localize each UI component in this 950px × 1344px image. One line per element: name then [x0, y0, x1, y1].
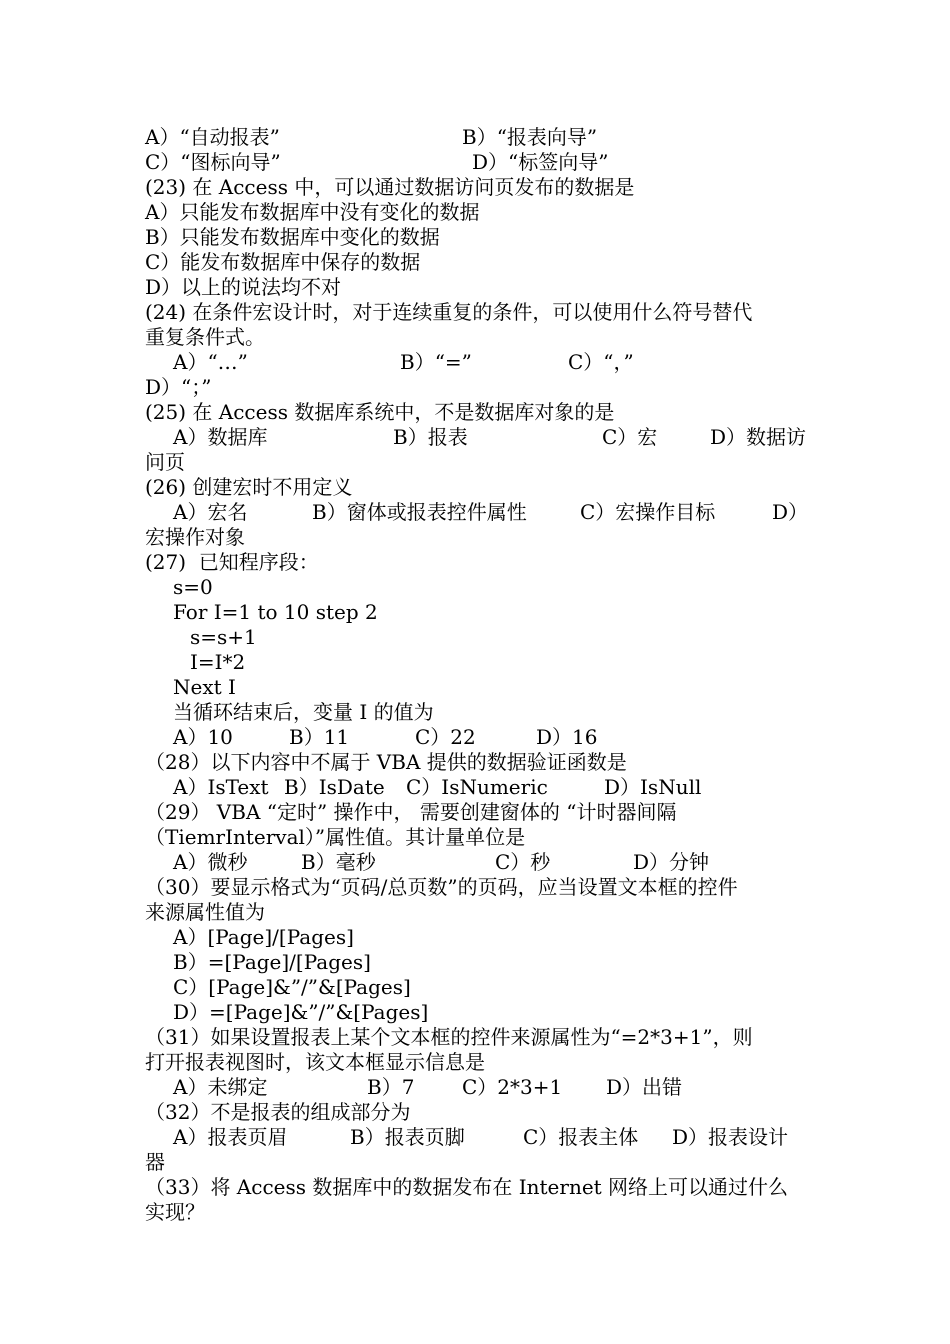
option-text: C）“，”: [568, 350, 634, 374]
question-30-cont: 来源属性值为: [145, 900, 265, 924]
option-text: B）7: [367, 1075, 415, 1099]
option-text: C）宏操作目标: [580, 500, 716, 524]
option-text: A）10: [173, 725, 233, 749]
option-text: A）报表页眉: [173, 1125, 288, 1149]
option-text: B）“报表向导”: [462, 125, 598, 149]
option-text: A）只能发布数据库中没有变化的数据: [145, 200, 480, 224]
question-27-prompt: 当循环结束后，变量 I 的值为: [173, 700, 434, 724]
option-text: D）出错: [606, 1075, 683, 1099]
code-line: s=s+1: [190, 625, 257, 649]
option-text: A）数据库: [173, 425, 268, 449]
option-text: B）报表页脚: [350, 1125, 465, 1149]
question-24-cont: 重复条件式。: [145, 325, 265, 349]
option-text-cont: 器: [145, 1150, 165, 1174]
option-text: A）“自动报表”: [145, 125, 280, 149]
option-text: D）“标签向导”: [472, 150, 609, 174]
option-text: B）11: [289, 725, 350, 749]
code-line: s=0: [173, 575, 213, 599]
option-text: B）“=”: [400, 350, 472, 374]
question-27: (27) 已知程序段：: [145, 550, 319, 574]
option-text: D）: [772, 500, 809, 524]
option-text: B）报表: [393, 425, 468, 449]
option-text: C）报表主体: [523, 1125, 639, 1149]
code-line: Next I: [173, 675, 236, 699]
option-text-cont: 问页: [145, 450, 185, 474]
question-33-cont: 实现？: [145, 1200, 205, 1224]
option-text: A）[Page]/[Pages]: [173, 925, 354, 949]
option-text: D）16: [536, 725, 598, 749]
option-text: D）数据访: [710, 425, 807, 449]
question-23: (23) 在 Access 中，可以通过数据访问页发布的数据是: [145, 175, 635, 199]
option-text: A）IsText: [173, 775, 269, 799]
option-text: C）22: [415, 725, 476, 749]
option-text: C）能发布数据库中保存的数据: [145, 250, 421, 274]
option-text: D）=[Page]&”/”&[Pages]: [173, 1000, 429, 1024]
question-31-cont: 打开报表视图时，该文本框显示信息是: [145, 1050, 485, 1074]
option-text: B）=[Page]/[Pages]: [173, 950, 371, 974]
option-text: C）秒: [495, 850, 551, 874]
question-26: (26) 创建宏时不用定义: [145, 475, 353, 499]
question-32: （32）不是报表的组成部分为: [145, 1100, 411, 1124]
question-25: (25) 在 Access 数据库系统中，不是数据库对象的是: [145, 400, 615, 424]
option-text: A）“…”: [173, 350, 248, 374]
option-text: B）窗体或报表控件属性: [312, 500, 527, 524]
option-text: B）只能发布数据库中变化的数据: [145, 225, 440, 249]
option-text: B）IsDate: [284, 775, 385, 799]
option-text: D）“；”: [145, 375, 212, 399]
option-text: B）毫秒: [301, 850, 376, 874]
code-line: For I=1 to 10 step 2: [173, 600, 378, 624]
question-29-cont: （TiemrInterval）”属性值。其计量单位是: [145, 825, 526, 849]
option-text: A）微秒: [173, 850, 248, 874]
option-text: C）2*3+1: [462, 1075, 563, 1099]
question-28: （28）以下内容中不属于 VBA 提供的数据验证函数是: [145, 750, 627, 774]
option-text-cont: 宏操作对象: [145, 525, 245, 549]
option-text: A）未绑定: [173, 1075, 268, 1099]
option-text: C）宏: [602, 425, 658, 449]
option-text: C）[Page]&”/”&[Pages]: [173, 975, 411, 999]
option-text: C）IsNumeric: [406, 775, 548, 799]
question-31: （31）如果设置报表上某个文本框的控件来源属性为“=2*3+1”，则: [145, 1025, 753, 1049]
question-33: （33）将 Access 数据库中的数据发布在 Internet 网络上可以通过什么: [145, 1175, 789, 1199]
question-30: （30）要显示格式为“页码/总页数”的页码，应当设置文本框的控件: [145, 875, 738, 899]
option-text: C）“图标向导”: [145, 150, 281, 174]
option-text: D）以上的说法均不对: [145, 275, 342, 299]
option-text: D）分钟: [633, 850, 710, 874]
question-29: （29） VBA “定时” 操作中， 需要创建窗体的 “计时器间隔: [145, 800, 677, 824]
option-text: D）IsNull: [604, 775, 702, 799]
option-text: A）宏名: [173, 500, 248, 524]
option-text: D）报表设计: [672, 1125, 789, 1149]
question-24: (24) 在条件宏设计时，对于连续重复的条件，可以使用什么符号替代: [145, 300, 753, 324]
code-line: I=I*2: [190, 650, 246, 674]
